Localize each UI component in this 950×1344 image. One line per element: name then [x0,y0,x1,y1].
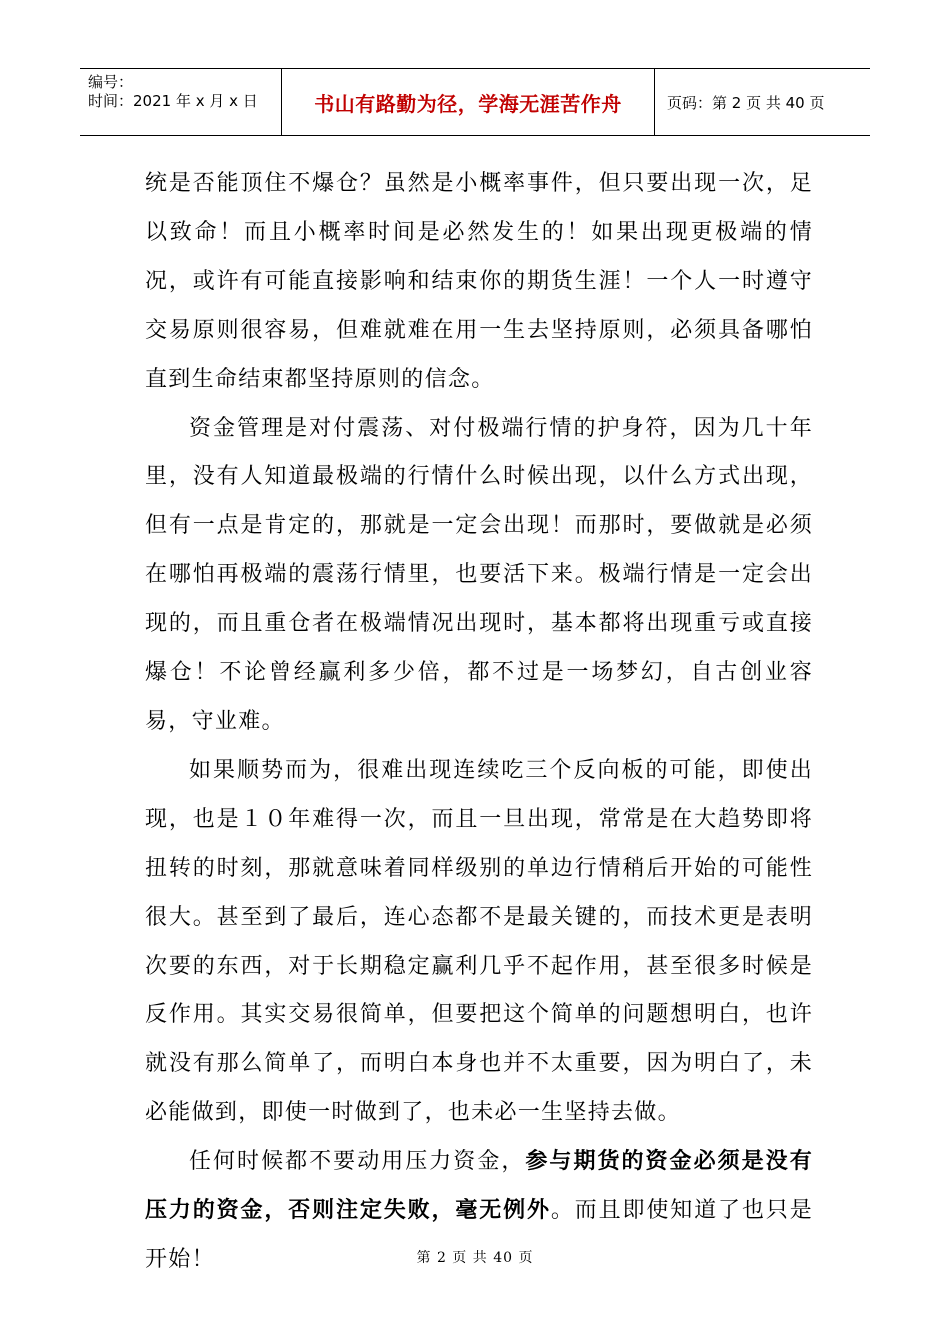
header-page-cell [655,69,870,135]
paragraph-2: 资金管理是对付震荡、对付极端行情的护身符，因为几十年里，没有人知道最极端的行情什么时候出现，以什么方式出现，但有一点是肯定的，那就是一定会出现！而那时，要做就是必须在哪怕再极端的震荡行情里，也要活下来。极端行情是一定会出现的，而且重仓者在极端情况出现时，基本都将出现重亏或直接爆仓！不论曾经赢利多少倍，都不过是一场梦幻，自古创业容易，守业难。 [145,415,813,734]
paragraph-4-start: 任何时候都不要动用压力资金， [189,1149,526,1175]
paragraph-4-bold: 参与期货的资金必须是没有压力的资金，否则注定失败，毫无例外 [145,1149,813,1224]
paragraph-1: 统是否能顶住不爆仓？虽然是小概率事件，但只要出现一次，足以致命！而且小概率时间是必然发生的！如果出现更极端的情况，或许有可能直接影响和结束你的期货生涯！一个人一时遵守交易原则很容易，但难就难在用一生去坚持原则，必须具备哪怕直到生命结束都坚持原则的信念。 [145,171,813,392]
header-meta [80,69,282,135]
footer-page-number: 第 2 页 共 40 页 [416,1250,534,1266]
document-body [145,160,813,1285]
page-footer [0,1247,950,1267]
header-motto-cell [282,69,655,135]
motto-text: 书山有路勤为径，学海无涯苦作舟 [314,91,622,116]
page-info: 页码：第 2 页 共 40 页 [667,93,825,112]
paragraph-3: 如果顺势而为，很难出现连续吃三个反向板的可能，即使出现，也是１０年难得一次，而且一旦出现，常常是在大趋势即将扭转的时刻，那就意味着同样级别的单边行情稍后开始的可能性很大。甚至到了最后，连心态都不是最关键的，而技术更是表明次要的东西，对于长期稳定赢利几乎不起作用，甚至很多时候是反作用。其实交易很简单，但要把这个简单的问题想明白，也许就没有那么简单了，而明白本身也并不太重要，因为明白了，未必能做到，即使一时做到了，也未必一生坚持去做。 [145,757,813,1126]
document-header [80,68,870,136]
date-label: 时间：2021 年 x 月 x 日 [88,92,258,110]
paragraph-4-end: 。而且即使知道了也只是开始！ [145,1198,813,1272]
serial-number-label: 编号： [88,73,134,91]
